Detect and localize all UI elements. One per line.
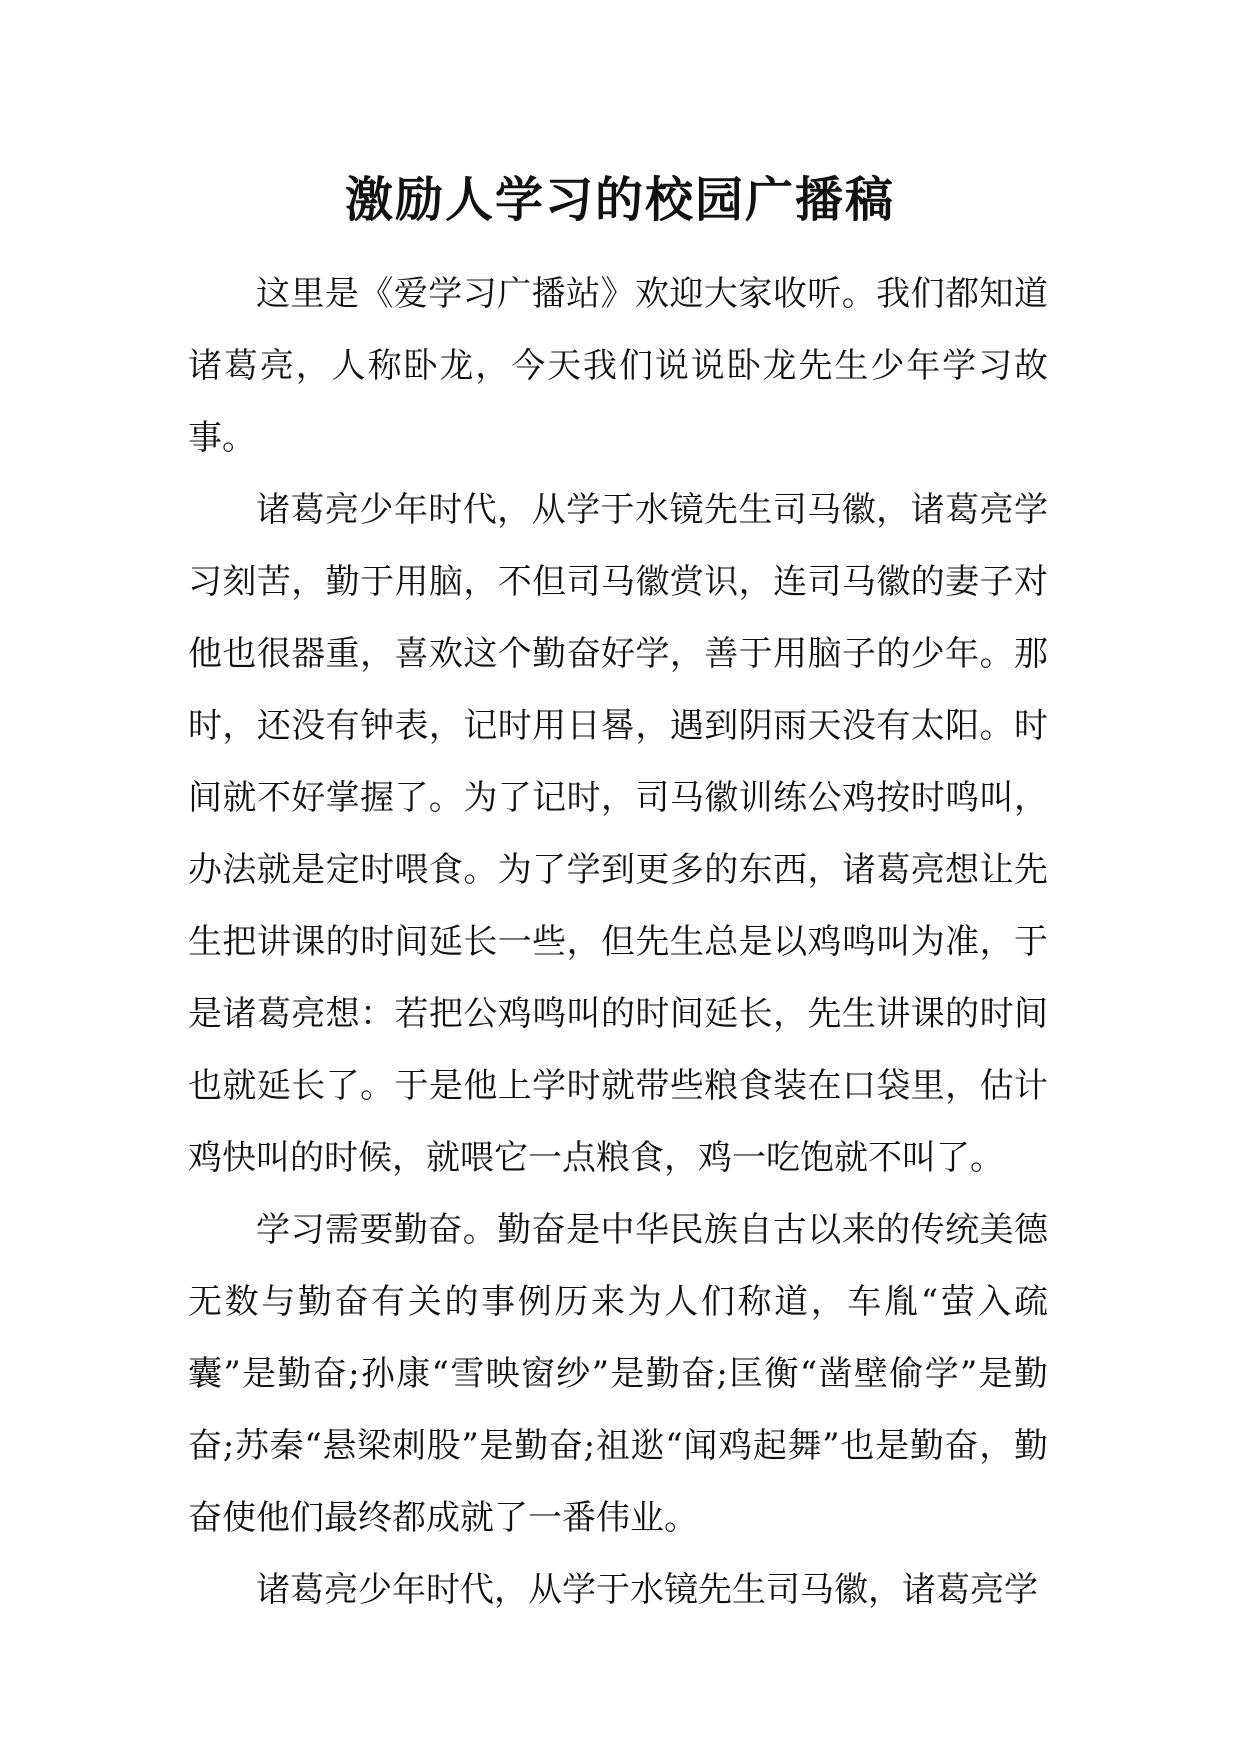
- paragraph-diligence: 学习需要勤奋。勤奋是中华民族自古以来的传统美德无数与勤奋有关的事例历来为人们称道，车胤“萤入疏囊”是勤奋;孙康“雪映窗纱”是勤奋;匡衡“凿壁偷学”是勤奋;苏秦“悬梁刺股”是勤奋;祖逖“闻鸡起舞”也是勤奋，勤奋使他们最终都成就了一番伟业。: [188, 1210, 1048, 1538]
- document-body: [188, 258, 1048, 1626]
- paragraph-continued: 诸葛亮少年时代，从学于水镜先生司马徽，诸葛亮学: [256, 1570, 1038, 1610]
- paragraph-intro: 这里是《爱学习广播站》欢迎大家收听。我们都知道诸葛亮，人称卧龙，今天我们说说卧龙先生少年学习故事。: [188, 274, 1048, 458]
- document-title: 激励人学习的校园广播稿: [344, 172, 895, 228]
- paragraph-story: 诸葛亮少年时代，从学于水镜先生司马徽，诸葛亮学习刻苦，勤于用脑，不但司马徽赏识，连司马徽的妻子对他也很器重，喜欢这个勤奋好学，善于用脑子的少年。那时，还没有钟表，记时用日晷，遇到阴雨天没有太阳。时间就不好掌握了。为了记时，司马徽训练公鸡按时鸣叫，办法就是定时喂食。为了学到更多的东西，诸葛亮想让先生把讲课的时间延长一些，但先生总是以鸡鸣叫为准，于是诸葛亮想：若把公鸡鸣叫的时间延长，先生讲课的时间也就延长了。于是他上学时就带些粮食装在口袋里，估计鸡快叫的时候，就喂它一点粮食，鸡一吃饱就不叫了。: [188, 490, 1048, 1178]
